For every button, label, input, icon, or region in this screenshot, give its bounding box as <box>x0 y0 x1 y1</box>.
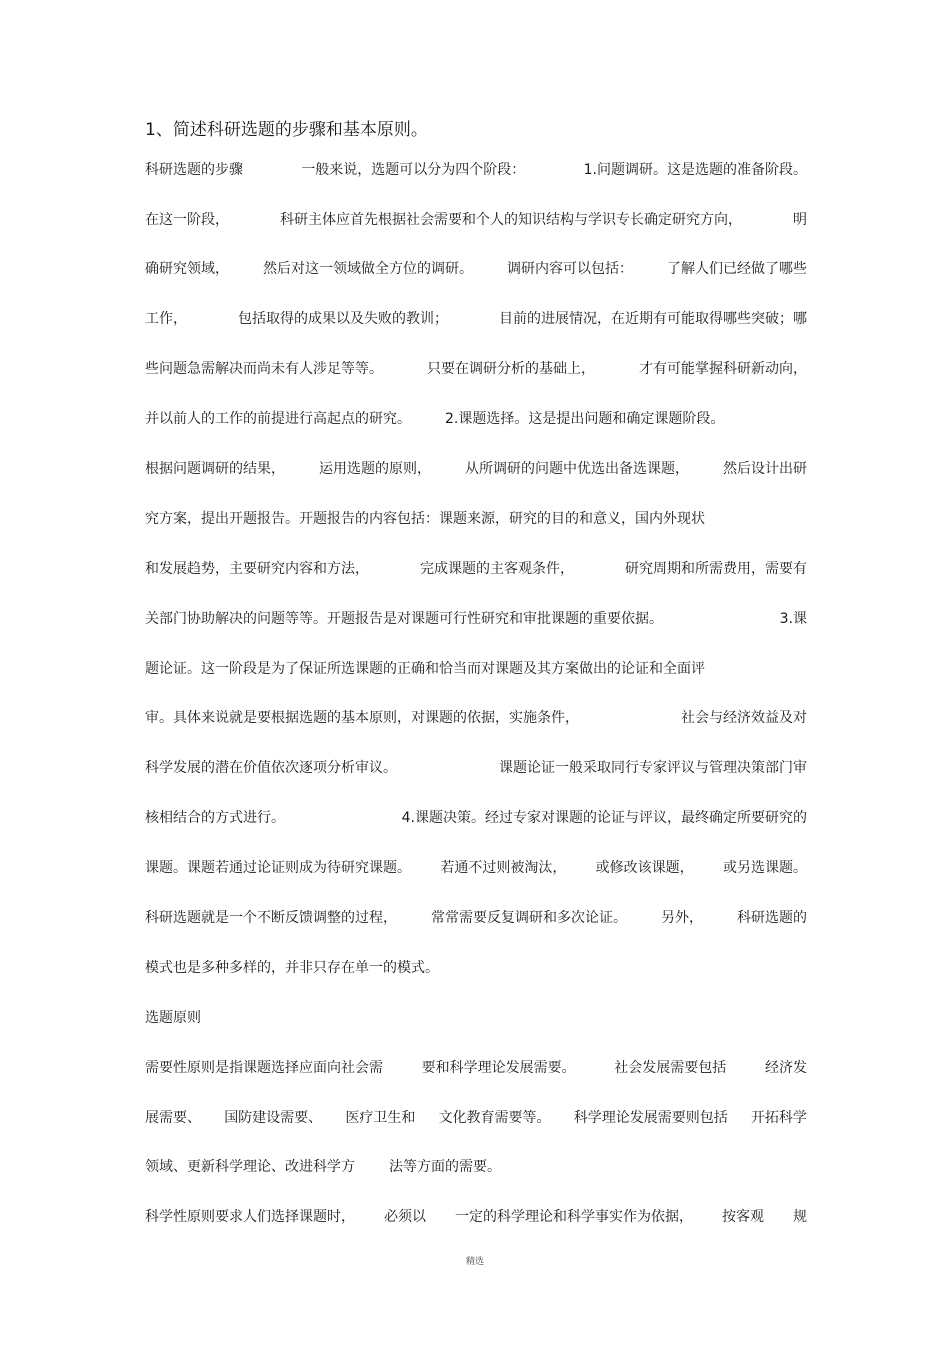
text-segment: 完成课题的主客观条件， <box>420 561 574 577</box>
text-line <box>145 309 807 329</box>
text-segment: 必须以 <box>384 1209 426 1225</box>
text-segment: 国防建设需要、 <box>224 1110 323 1126</box>
text-segment: 社会与经济效益及对 <box>681 710 807 726</box>
text-line <box>145 1058 807 1078</box>
text-segment: 科学发展的潜在价值依次逐项分析审议。 <box>145 760 397 776</box>
text-line <box>145 708 807 728</box>
text-segment: 些问题急需解决而尚未有人涉足等等。 <box>145 361 383 377</box>
text-segment: 审。具体来说就是要根据选题的基本原则，对课题的依据，实施条件， <box>145 710 579 726</box>
text-segment: 或另选课题。 <box>722 860 807 876</box>
text-segment: 课题。课题若通过论证则成为待研究课题。 <box>145 860 411 876</box>
text-line <box>145 1008 807 1028</box>
text-line <box>145 210 807 230</box>
text-line <box>145 808 807 828</box>
text-segment: 才有可能掌握科研新动向， <box>639 361 807 377</box>
text-segment: 只要在调研分析的基础上， <box>427 361 595 377</box>
text-line <box>145 609 807 629</box>
text-segment: 要和科学理论发展需要。 <box>421 1060 576 1076</box>
text-segment: 确研究领域， <box>145 261 229 277</box>
text-line <box>145 1157 807 1177</box>
text-line <box>145 160 807 180</box>
text-segment: 目前的进展情况，在近期有可能取得哪些突破；哪 <box>499 311 807 327</box>
text-segment: 社会发展需要包括 <box>614 1060 727 1076</box>
text-segment: 科研主体应首先根据社会需要和个人的知识结构与学识专长确定研究方向， <box>280 212 742 228</box>
text-segment: 选题原则 <box>145 1010 201 1026</box>
text-segment: 科研选题的步骤 <box>145 162 243 178</box>
text-line <box>145 1207 807 1227</box>
text-segment: 题论证。这一阶段是为了保证所选课题的正确和恰当而对课题及其方案做出的论证和全面评 <box>145 661 705 677</box>
text-segment: 课题论证一般采取同行专家评议与管理决策部门审 <box>499 760 807 776</box>
text-segment: 1.问题调研。这是选题的准备阶段。 <box>583 162 807 178</box>
text-segment: 3.课 <box>779 611 807 627</box>
text-line <box>145 259 807 279</box>
text-line <box>145 509 807 529</box>
text-segment: 展需要、 <box>145 1110 201 1126</box>
text-segment: 研究周期和所需费用，需要有 <box>625 561 807 577</box>
text-line <box>145 1108 807 1128</box>
text-segment: 究方案，提出开题报告。开题报告的内容包括：课题来源，研究的目的和意义，国内外现状 <box>145 511 705 527</box>
text-segment: 经济发 <box>764 1060 807 1076</box>
text-segment: 然后对这一领域做全方位的调研。 <box>263 261 473 277</box>
text-segment: 包括取得的成果以及失败的教训； <box>238 311 448 327</box>
text-line <box>145 908 807 928</box>
page-footer: 精选 <box>465 1257 484 1267</box>
text-segment: 明 <box>793 212 807 228</box>
text-segment: 和发展趋势，主要研究内容和方法， <box>145 561 369 577</box>
text-segment: 从所调研的问题中优选出备选课题， <box>465 461 689 477</box>
text-segment: 模式也是多种多样的，并非只存在单一的模式。 <box>145 960 439 976</box>
text-segment: 科学性原则要求人们选择课题时， <box>145 1209 355 1225</box>
text-segment: 医疗卫生和 <box>345 1110 416 1126</box>
text-segment: 一定的科学理论和科学事实作为依据， <box>455 1209 693 1225</box>
text-segment: 规 <box>793 1209 807 1225</box>
text-segment: 常常需要反复调研和多次论证。 <box>431 910 627 926</box>
text-line <box>145 359 807 379</box>
text-segment: 科研选题就是一个不断反馈调整的过程， <box>145 910 397 926</box>
text-line <box>145 559 807 579</box>
text-segment: 根据问题调研的结果， <box>145 461 285 477</box>
text-segment: 科研选题的 <box>737 910 807 926</box>
text-segment: 核相结合的方式进行。 <box>145 810 285 826</box>
text-segment: 然后设计出研 <box>723 461 807 477</box>
text-segment: 科学理论发展需要则包括 <box>573 1110 728 1126</box>
text-segment: 按客观 <box>722 1209 764 1225</box>
question-heading: 1、简述科研选题的步骤和基本原则。 <box>145 120 428 140</box>
text-segment: 并以前人的工作的前提进行高起点的研究。 <box>145 411 411 427</box>
text-line <box>145 409 807 429</box>
text-segment: 在这一阶段， <box>145 212 229 228</box>
text-segment: 开拓科学 <box>750 1110 807 1126</box>
text-segment: 另外， <box>661 910 703 926</box>
text-segment: 2.课题选择。这是提出问题和确定课题阶段。 <box>445 411 725 427</box>
text-segment: 若通不过则被淘汰， <box>440 860 567 876</box>
text-segment: 文化教育需要等。 <box>438 1110 551 1126</box>
text-segment: 关部门协助解决的问题等等。开题报告是对课题可行性研究和审批课题的重要依据。 <box>145 611 663 627</box>
text-line <box>145 958 807 978</box>
text-line <box>145 858 807 878</box>
text-segment: 需要性原则是指课题选择应面向社会需 <box>145 1060 383 1076</box>
text-line <box>145 758 807 778</box>
text-segment: 运用选题的原则， <box>319 461 431 477</box>
text-line <box>145 459 807 479</box>
text-segment: 了解人们已经做了哪些 <box>667 261 807 277</box>
text-segment: 法等方面的需要。 <box>389 1159 501 1175</box>
text-segment: 工作， <box>145 311 187 327</box>
text-segment: 调研内容可以包括： <box>507 261 633 277</box>
text-line <box>145 659 807 679</box>
text-segment: 或修改该课题， <box>595 860 694 876</box>
text-segment: 领域、更新科学理论、改进科学方 <box>145 1159 355 1175</box>
text-segment: 4.课题决策。经过专家对课题的论证与评议，最终确定所要研究的 <box>401 810 807 826</box>
text-segment: 一般来说，选题可以分为四个阶段： <box>301 162 526 178</box>
